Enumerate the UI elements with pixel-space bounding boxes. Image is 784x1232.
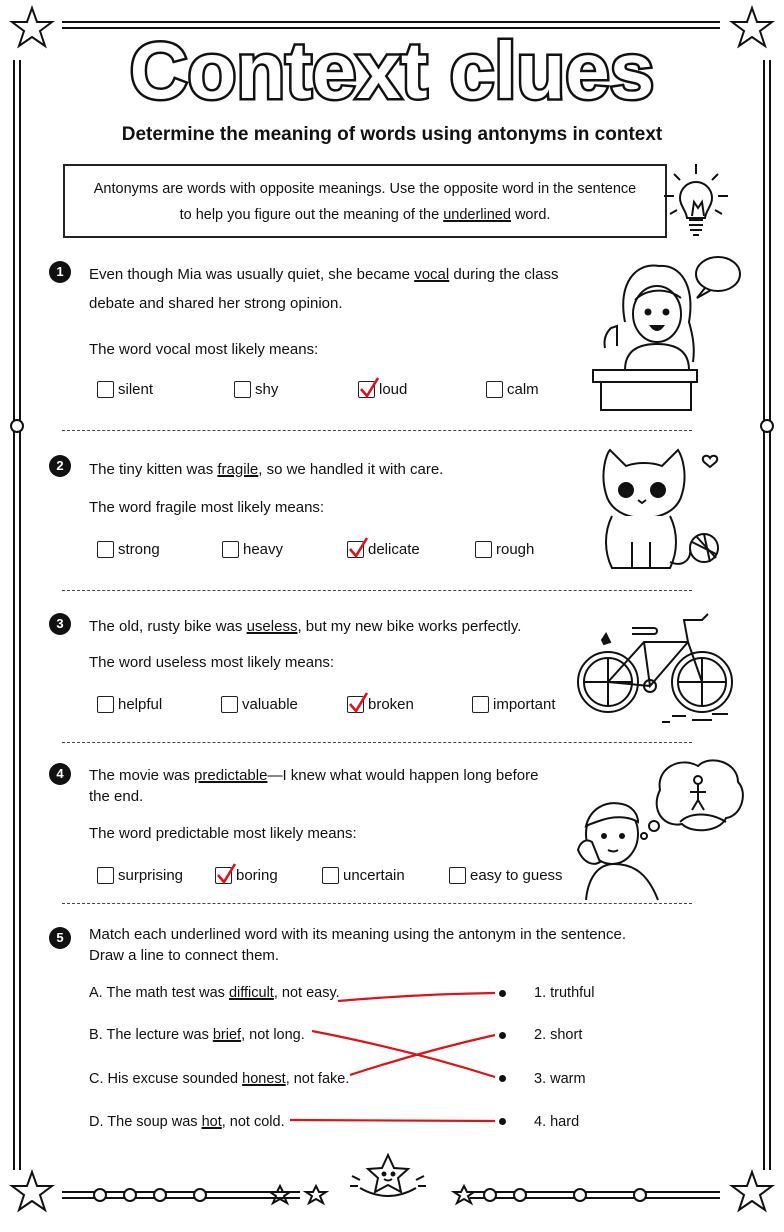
checkbox[interactable]	[472, 696, 489, 713]
question-number-3: 3	[49, 613, 71, 635]
matching-right-item-1: 1. truthful	[534, 985, 595, 1001]
instructions-line-1: Antonyms are words with opposite meanings. Use the opposite word in the sentence	[93, 181, 637, 197]
checkbox[interactable]	[97, 381, 114, 398]
question-number-2: 2	[49, 455, 71, 477]
q4-option-boring[interactable]: boring	[215, 867, 278, 884]
question-4-sentence-2: the end.	[89, 788, 144, 805]
question-3-sentence-1: The old, rusty bike was useless, but my new bike works perfectly.	[89, 618, 522, 635]
girl-speaking-illustration	[585, 252, 745, 412]
checkbox-checked[interactable]	[347, 696, 364, 713]
question-1-sentence-2: debate and shared her strong opinion.	[89, 295, 343, 312]
question-4-prompt: The word predictable most likely means:	[89, 825, 357, 842]
question-1-prompt: The word vocal most likely means:	[89, 341, 319, 358]
q4-option-uncertain[interactable]: uncertain	[322, 867, 405, 884]
checkbox[interactable]	[97, 541, 114, 558]
matching-instruction-1: Match each underlined word with its meaning using the antonym in the sentence.	[89, 926, 626, 943]
matching-left-item-d: D. The soup was hot, not cold.	[89, 1114, 285, 1130]
checkbox[interactable]	[234, 381, 251, 398]
matching-instruction-2: Draw a line to connect them.	[89, 947, 280, 964]
underlined-word: fragile	[217, 461, 259, 478]
checkbox[interactable]	[97, 696, 114, 713]
checkbox[interactable]	[486, 381, 503, 398]
matching-left-item-b: B. The lecture was brief, not long.	[89, 1027, 305, 1043]
question-number-4: 4	[49, 763, 71, 785]
match-dot-4[interactable]	[499, 1118, 506, 1125]
kitten-illustration	[592, 442, 732, 574]
matching-right-item-4: 4. hard	[534, 1114, 580, 1130]
q3-option-broken[interactable]: broken	[347, 696, 414, 713]
checkbox[interactable]	[322, 867, 339, 884]
question-number-1: 1	[49, 261, 71, 283]
underlined-word: vocal	[414, 266, 450, 283]
q1-option-shy[interactable]: shy	[234, 381, 278, 398]
q1-option-loud[interactable]: loud	[358, 381, 407, 398]
checkbox-checked[interactable]	[215, 867, 232, 884]
q3-option-important[interactable]: important	[472, 696, 556, 713]
checkbox[interactable]	[475, 541, 492, 558]
thinking-boy-illustration	[572, 750, 744, 904]
matching-right-item-2: 2. short	[534, 1027, 583, 1043]
bicycle-illustration	[572, 604, 734, 728]
instructions-line-2: to help you figure out the meaning of the underlined word.	[179, 207, 551, 223]
separator	[62, 430, 692, 431]
q4-option-easy-to-guess[interactable]: easy to guess	[449, 867, 563, 884]
q1-option-silent[interactable]: silent	[97, 381, 153, 398]
separator	[62, 742, 692, 743]
match-dot-2[interactable]	[499, 1032, 506, 1039]
underlined-word: useless	[246, 618, 298, 635]
separator	[62, 903, 692, 904]
checkbox-checked[interactable]	[358, 381, 375, 398]
checkmark-icon	[215, 862, 237, 886]
checkbox[interactable]	[222, 541, 239, 558]
title-text: Context clues	[129, 26, 655, 115]
checkmark-icon	[347, 536, 369, 560]
q3-option-helpful[interactable]: helpful	[97, 696, 162, 713]
matching-left-item-a: A. The math test was difficult, not easy.	[89, 985, 340, 1001]
page-title	[80, 22, 704, 116]
q2-option-strong[interactable]: strong	[97, 541, 160, 558]
question-4-sentence-1: The movie was predictable—I knew what would happen long before	[89, 767, 539, 784]
match-dot-1[interactable]	[499, 990, 506, 997]
q2-option-delicate[interactable]: delicate	[347, 541, 420, 558]
match-dot-3[interactable]	[499, 1075, 506, 1082]
q1-option-calm[interactable]: calm	[486, 381, 539, 398]
checkbox[interactable]	[221, 696, 238, 713]
q2-option-heavy[interactable]: heavy	[222, 541, 283, 558]
lightbulb-icon	[660, 158, 740, 248]
q3-option-valuable[interactable]: valuable	[221, 696, 298, 713]
q2-option-rough[interactable]: rough	[475, 541, 534, 558]
matching-right-item-3: 3. warm	[534, 1071, 586, 1087]
checkbox[interactable]	[449, 867, 466, 884]
checkmark-icon	[358, 376, 380, 400]
question-1-sentence-1: Even though Mia was usually quiet, she became vocal during the class	[89, 266, 559, 283]
checkbox[interactable]	[97, 867, 114, 884]
instructions-box	[63, 164, 667, 238]
question-2-prompt: The word fragile most likely means:	[89, 499, 325, 516]
subtitle: Determine the meaning of words using antonyms in context	[121, 124, 663, 145]
underlined-word: predictable	[194, 767, 268, 784]
question-2-sentence-1: The tiny kitten was fragile, so we handled it with care.	[89, 461, 444, 478]
separator	[62, 590, 692, 591]
question-number-5: 5	[49, 927, 71, 949]
checkmark-icon	[347, 691, 369, 715]
q4-option-surprising[interactable]: surprising	[97, 867, 183, 884]
checkbox-checked[interactable]	[347, 541, 364, 558]
question-3-prompt: The word useless most likely means:	[89, 654, 335, 671]
matching-left-item-c: C. His excuse sounded honest, not fake.	[89, 1071, 350, 1087]
